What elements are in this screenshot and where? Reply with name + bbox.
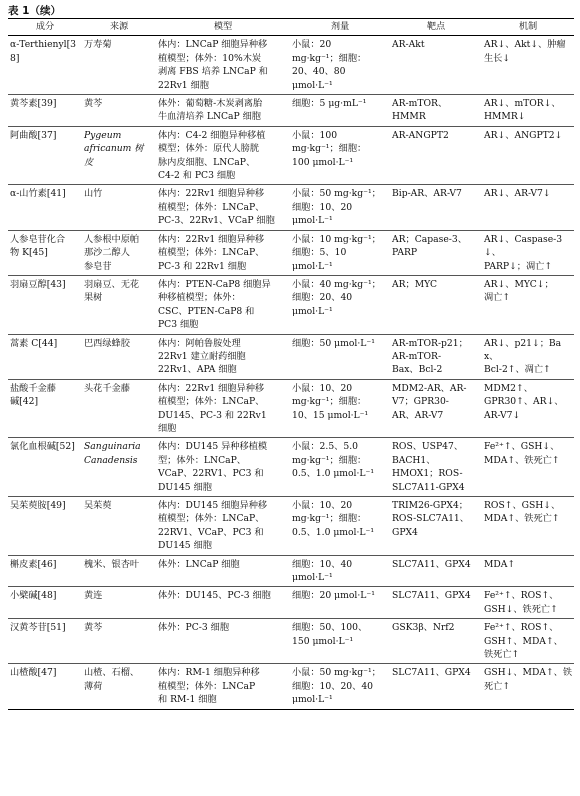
cell-model: 体内：C4-2 细胞异种移植 模型；体外：原代人膀胱 脉内皮细胞、LNCaP、 C4-2 和 PC3 细胞	[156, 126, 290, 185]
cell-mechanism: MDA↑	[482, 555, 574, 587]
cell-target: SLC7A11、GPX4	[390, 555, 482, 587]
header-source: 来源	[82, 19, 156, 36]
cell-mechanism: Fe²⁺↑、ROS↑、 GSH↓、铁死亡↑	[482, 587, 574, 619]
table-row	[8, 334, 574, 379]
cell-model: 体内：DU145 细胞异种移 植模型；体外：LNCaP、 22RV1、VCaP、PC3 和 DU145 细胞	[156, 497, 290, 556]
table-row	[8, 587, 574, 619]
header-model: 模型	[156, 19, 290, 36]
cell-dose: 小鼠：20 mg·kg⁻¹；细胞： 20、40、80 μmol·L⁻¹	[290, 36, 390, 95]
cell-component: 氯化血根碱[52]	[8, 438, 82, 497]
cell-mechanism: AR↓、mTOR↓、 HMMR↓	[482, 95, 574, 127]
table-row	[8, 36, 574, 95]
cell-mechanism: AR↓、ANGPT2↓	[482, 126, 574, 185]
cell-target: GSK3β、Nrf2	[390, 619, 482, 664]
cell-target: ROS、USP47、 BACH1、 HMOX1；ROS- SLC7A11-GPX4	[390, 438, 482, 497]
cell-source: 万寿菊	[82, 36, 156, 95]
table-row	[8, 379, 574, 438]
cell-target: AR-mTOR、 HMMR	[390, 95, 482, 127]
cell-model: 体外：DU145、PC-3 细胞	[156, 587, 290, 619]
cell-dose: 小鼠：40 mg·kg⁻¹； 细胞：20、40 μmol·L⁻¹	[290, 275, 390, 334]
header-component: 成分	[8, 19, 82, 36]
table-row	[8, 664, 574, 709]
cell-source: Sanguinaria Canadensis	[82, 438, 156, 497]
cell-component: 羽扇豆醇[43]	[8, 275, 82, 334]
table-caption: 表 1（续）	[8, 5, 61, 17]
table-row	[8, 185, 574, 230]
cell-dose: 细胞：50、100、 150 μmol·L⁻¹	[290, 619, 390, 664]
table-row	[8, 555, 574, 587]
cell-mechanism: AR↓、MYC↓； 凋亡↑	[482, 275, 574, 334]
cell-source: 吴茱萸	[82, 497, 156, 556]
table-row	[8, 619, 574, 664]
cell-dose: 小鼠：100 mg·kg⁻¹；细胞： 100 μmol·L⁻¹	[290, 126, 390, 185]
cell-model: 体内：PTEN-CaP8 细胞异 种移植模型；体外： CSC、PTEN-CaP8 和 PC3 细胞	[156, 275, 290, 334]
table-row	[8, 230, 574, 275]
cell-source: 黄芩	[82, 619, 156, 664]
cell-source: 槐米、银杏叶	[82, 555, 156, 587]
cell-component: 盐酸千金藤 碱[42]	[8, 379, 82, 438]
header-mechanism: 机制	[482, 19, 574, 36]
cell-dose: 小鼠：10、20 mg·kg⁻¹；细胞： 0.5、1.0 μmol·L⁻¹	[290, 497, 390, 556]
cell-mechanism: ROS↑、GSH↓、 MDA↑、铁死亡↑	[482, 497, 574, 556]
cell-mechanism: GSH↓、MDA↑、铁 死亡↑	[482, 664, 574, 709]
cell-model: 体内：22Rv1 细胞异种移 植模型；体外：LNCaP、 PC-3 和 22Rv1 细胞	[156, 230, 290, 275]
cell-mechanism: Fe²⁺↑、GSH↓、 MDA↑、铁死亡↑	[482, 438, 574, 497]
cell-model: 体外：PC-3 细胞	[156, 619, 290, 664]
cell-source: 山竹	[82, 185, 156, 230]
table-row	[8, 438, 574, 497]
cell-dose: 细胞：10、40 μmol·L⁻¹	[290, 555, 390, 587]
cell-model: 体外：葡萄糖-木炭剥离胎 牛血清培养 LNCaP 细胞	[156, 95, 290, 127]
cell-target: Bip-AR、AR-V7	[390, 185, 482, 230]
cell-target: SLC7A11、GPX4	[390, 587, 482, 619]
cell-dose: 小鼠：50 mg·kg⁻¹； 细胞：10、20 μmol·L⁻¹	[290, 185, 390, 230]
cell-target: TRIM26-GPX4； ROS-SLC7A11、 GPX4	[390, 497, 482, 556]
cell-source: 黄连	[82, 587, 156, 619]
compound-table	[8, 18, 574, 710]
cell-target: MDM2-AR、AR- V7；GPR30- AR、AR-V7	[390, 379, 482, 438]
cell-mechanism: AR↓、Caspase-3↓、 PARP↓；凋亡↑	[482, 230, 574, 275]
cell-dose: 小鼠：50 mg·kg⁻¹； 细胞：10、20、40 μmol·L⁻¹	[290, 664, 390, 709]
cell-dose: 细胞：20 μmol·L⁻¹	[290, 587, 390, 619]
cell-source: 黄芩	[82, 95, 156, 127]
cell-dose: 小鼠：10、20 mg·kg⁻¹；细胞： 10、15 μmol·L⁻¹	[290, 379, 390, 438]
cell-source: 巴西绿蜂胶	[82, 334, 156, 379]
cell-model: 体内：阿帕鲁胺处理 22Rv1 建立耐药细胞 22Rv1、APA 细胞	[156, 334, 290, 379]
cell-target: AR-Akt	[390, 36, 482, 95]
cell-component: 槲皮素[46]	[8, 555, 82, 587]
cell-mechanism: Fe²⁺↑、ROS↑、 GSH↑、MDA↑、 铁死亡↑	[482, 619, 574, 664]
header-dose: 剂量	[290, 19, 390, 36]
cell-model: 体内：RM-1 细胞异种移 植模型；体外：LNCaP 和 RM-1 细胞	[156, 664, 290, 709]
table-row	[8, 95, 574, 127]
cell-source: 羽扇豆、无花 果树	[82, 275, 156, 334]
cell-component: α-Terthienyl[38]	[8, 36, 82, 95]
table-body	[8, 36, 574, 709]
header-target: 靶点	[390, 19, 482, 36]
header-row	[8, 19, 574, 36]
cell-target: AR；MYC	[390, 275, 482, 334]
cell-model: 体内：22Rv1 细胞异种移 植模型；体外：LNCaP、 DU145、PC-3 和 22Rv1 细胞	[156, 379, 290, 438]
cell-component: 蒿素 C[44]	[8, 334, 82, 379]
cell-component: 吴茱萸胺[49]	[8, 497, 82, 556]
cell-target: AR-mTOR-p21； AR-mTOR- Bax、Bcl-2	[390, 334, 482, 379]
cell-source: 人参根中原帕 那沙二醇人 参皂苷	[82, 230, 156, 275]
cell-component: 人参皂苷化合 物 K[45]	[8, 230, 82, 275]
cell-target: AR-ANGPT2	[390, 126, 482, 185]
cell-component: α-山竹素[41]	[8, 185, 82, 230]
table-row	[8, 275, 574, 334]
cell-target: SLC7A11、GPX4	[390, 664, 482, 709]
cell-dose: 小鼠：2.5、5.0 mg·kg⁻¹；细胞： 0.5、1.0 μmol·L⁻¹	[290, 438, 390, 497]
cell-target: AR；Capase-3、 PARP	[390, 230, 482, 275]
cell-component: 黄芩素[39]	[8, 95, 82, 127]
cell-dose: 小鼠：10 mg·kg⁻¹； 细胞：5、10 μmol·L⁻¹	[290, 230, 390, 275]
cell-mechanism: MDM2↑、 GPR30↑、AR↓、 AR-V7↓	[482, 379, 574, 438]
table-row	[8, 126, 574, 185]
cell-component: 山楂酸[47]	[8, 664, 82, 709]
cell-mechanism: AR↓、p21↓；Bax、 Bcl-2↑、凋亡↑	[482, 334, 574, 379]
cell-model: 体内：DU145 异种移植模 型；体外：LNCaP、 VCaP、22RV1、PC3 和 DU145 细胞	[156, 438, 290, 497]
cell-component: 小檗碱[48]	[8, 587, 82, 619]
cell-source: Pygeum africanum 树 皮	[82, 126, 156, 185]
cell-model: 体外：LNCaP 细胞	[156, 555, 290, 587]
table-row	[8, 497, 574, 556]
cell-mechanism: AR↓、Akt↓、肿瘤 生长↓	[482, 36, 574, 95]
cell-dose: 细胞：5 μg·mL⁻¹	[290, 95, 390, 127]
cell-dose: 细胞：50 μmol·L⁻¹	[290, 334, 390, 379]
cell-mechanism: AR↓、AR-V7↓	[482, 185, 574, 230]
cell-component: 汉黄芩苷[51]	[8, 619, 82, 664]
cell-model: 体内：22Rv1 细胞异种移 植模型；体外：LNCaP、 PC-3、22Rv1、VCaP 细胞	[156, 185, 290, 230]
cell-model: 体内：LNCaP 细胞异种移 植模型；体外：10%木炭 剥离 FBS 培养 LNCaP 和 22Rv1 细胞	[156, 36, 290, 95]
cell-source: 山楂、石榴、 薄荷	[82, 664, 156, 709]
cell-component: 阿曲酸[37]	[8, 126, 82, 185]
cell-source: 头花千金藤	[82, 379, 156, 438]
